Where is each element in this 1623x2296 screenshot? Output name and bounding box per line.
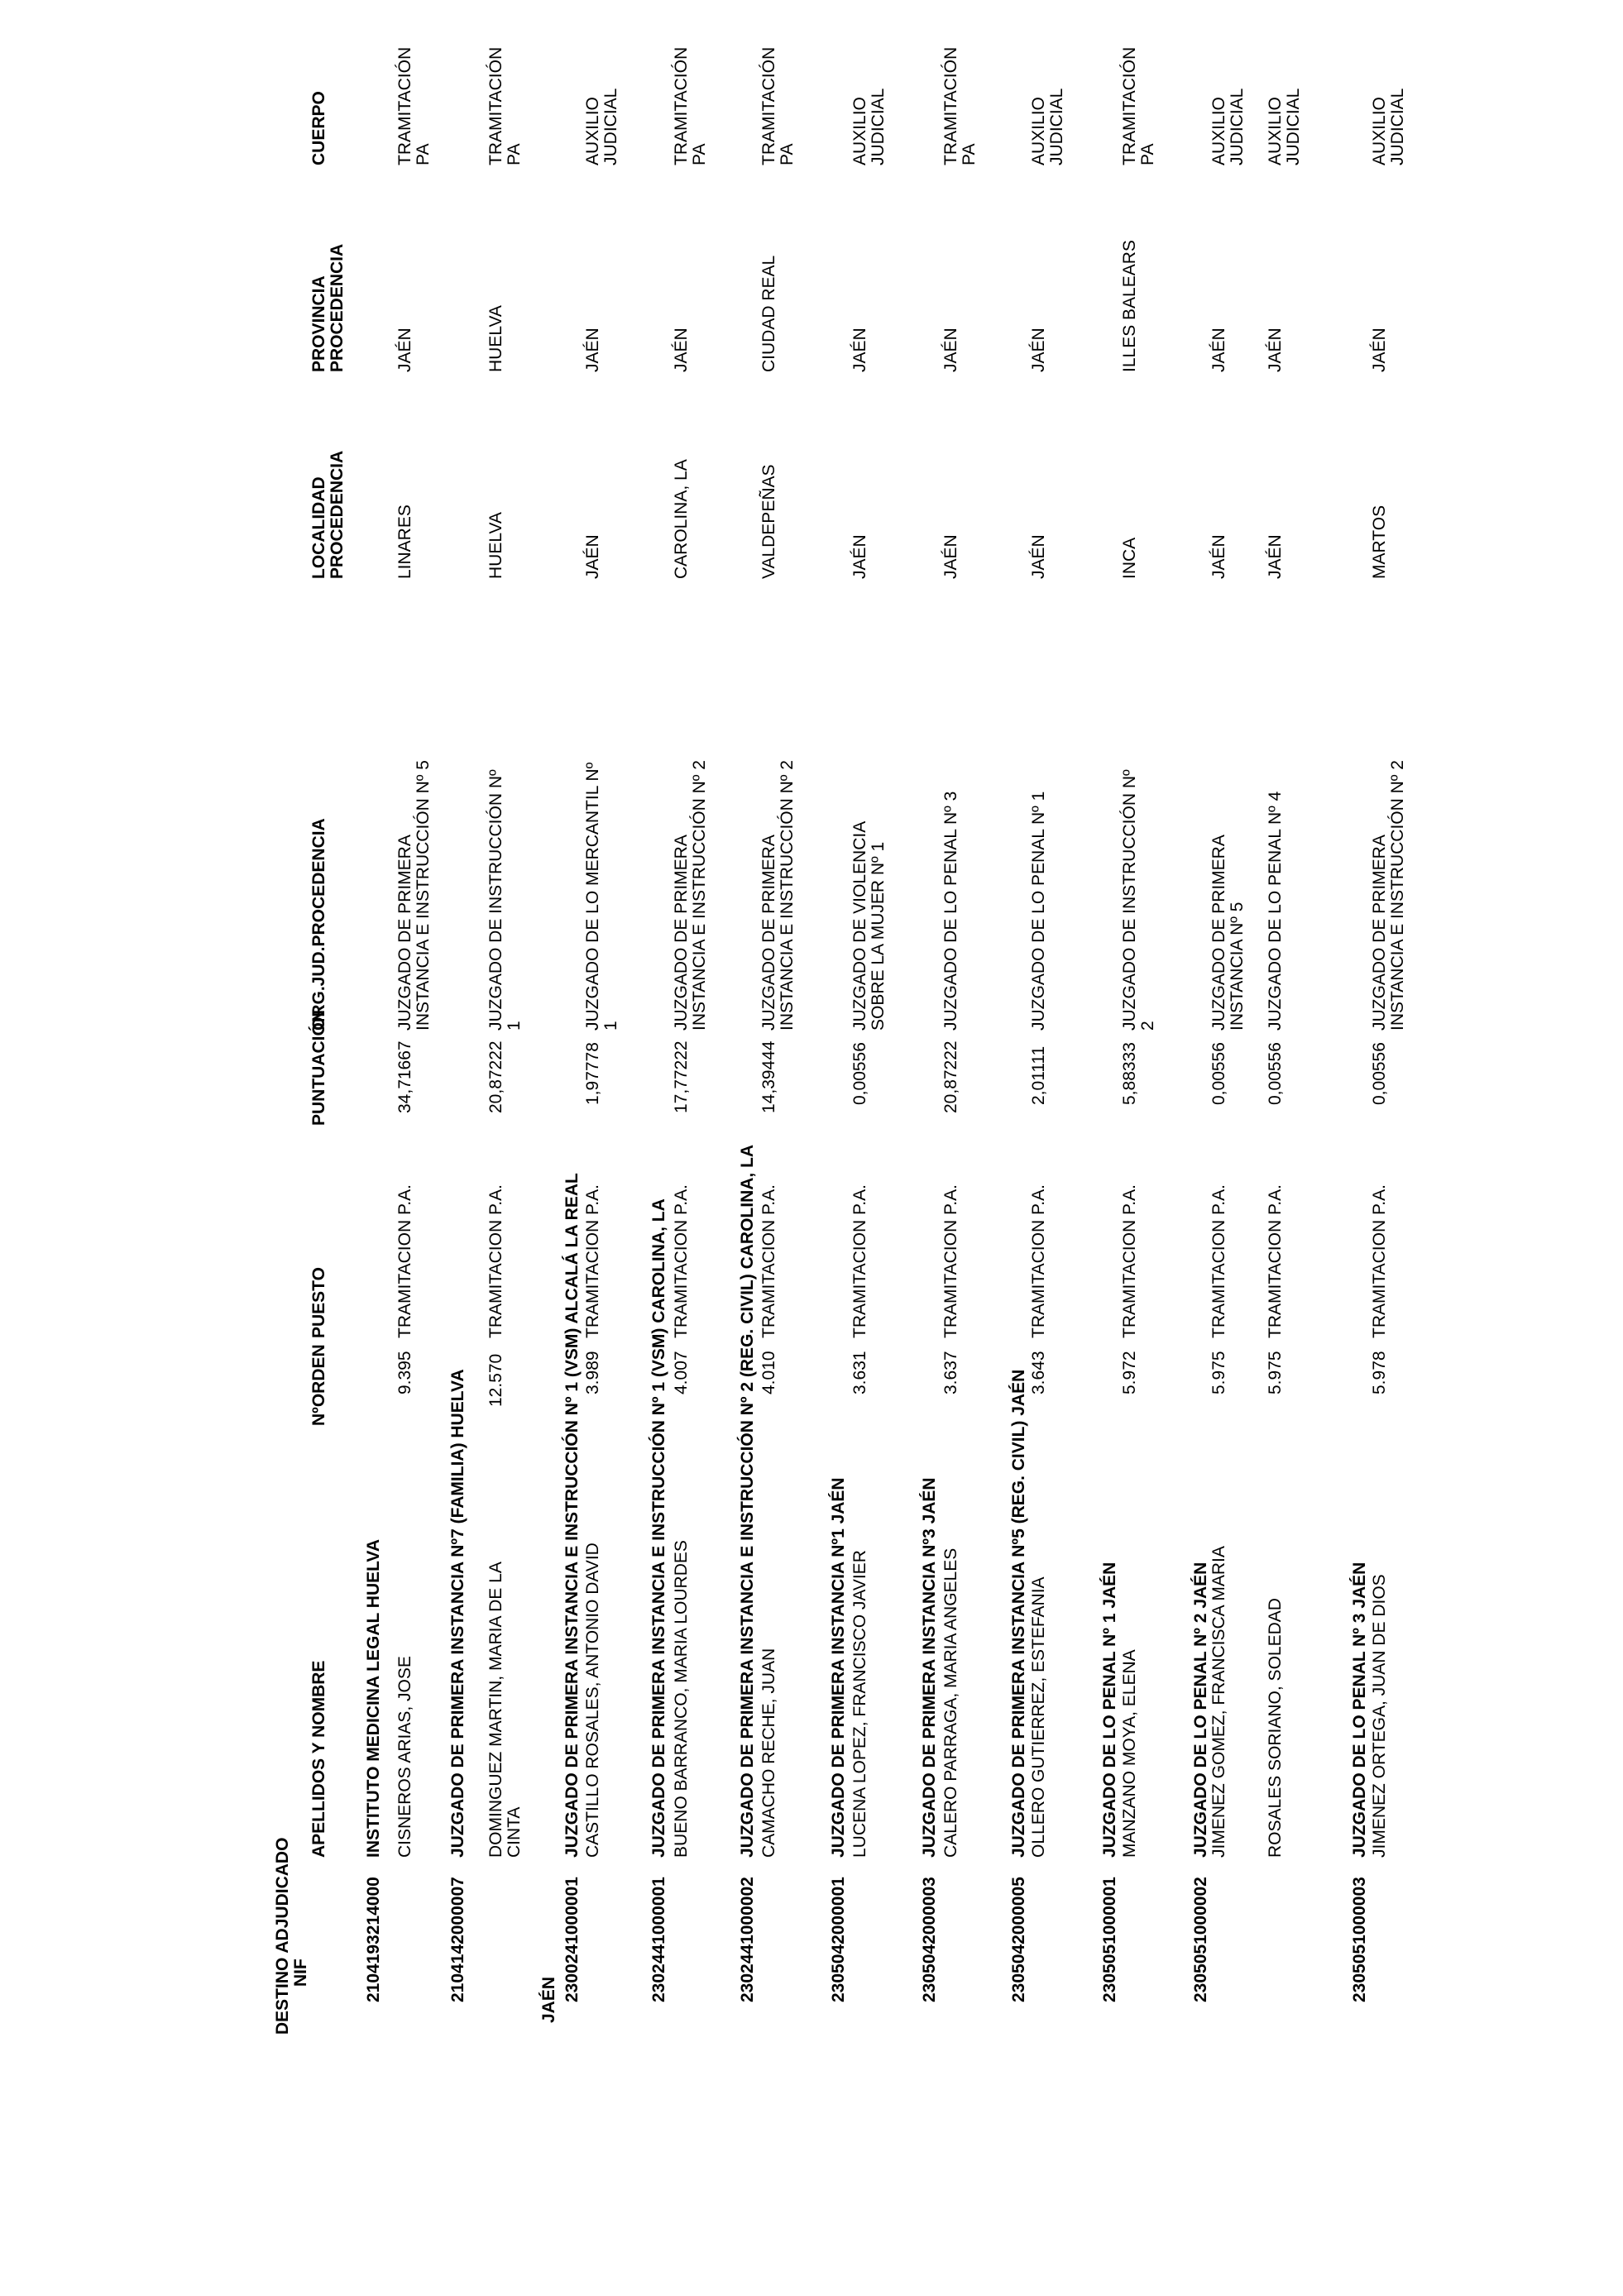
row-norden: 3.989 (583, 1351, 602, 1394)
row-puesto: TRAMITACION P.A. (1266, 1184, 1285, 1338)
header-localidad-2: PROCEDENCIA (328, 450, 347, 579)
row-provincia: HUELVA (486, 305, 505, 372)
row-nombre: JIMENEZ ORTEGA, JUAN DE DIOS (1370, 1574, 1389, 1858)
group-code: 2305051000003 (1350, 1877, 1369, 2002)
row-org-1: JUZGADO DE INSTRUCCIÓN Nº (486, 769, 505, 1031)
row-puesto: TRAMITACION P.A. (1029, 1184, 1048, 1338)
row-nombre: CASTILLO ROSALES, ANTONIO DAVID (583, 1543, 602, 1858)
row-cuerpo-2: PA (778, 143, 797, 165)
row-nombre: CISNEROS ARIAS, JOSE (395, 1656, 414, 1858)
row-cuerpo-2: JUDICIAL (1284, 88, 1303, 165)
group-name: JUZGADO DE PRIMERA INSTANCIA Nº5 (REG. CIVIL) JAÉN (1009, 1369, 1028, 1858)
row-org-1: JUZGADO DE LO PENAL Nº 3 (941, 791, 960, 1031)
row-nombre: JIMENEZ GOMEZ, FRANCISCA MARIA (1209, 1546, 1228, 1858)
row-norden: 3.643 (1029, 1351, 1048, 1394)
row-localidad: JAÉN (1029, 534, 1048, 579)
row-puntuacion: 17,77222 (672, 1040, 691, 1113)
row-cuerpo-2: PA (960, 143, 979, 165)
row-cuerpo-1: AUXILIO (1370, 97, 1389, 165)
row-nombre: MANZANO MOYA, ELENA (1120, 1649, 1139, 1858)
row-norden: 4.010 (759, 1351, 778, 1394)
row-cuerpo-2: JUDICIAL (1047, 88, 1066, 165)
row-puntuacion: 0,00556 (850, 1042, 869, 1105)
row-org-2: 2 (1138, 1021, 1157, 1031)
group-name: JUZGADO DE PRIMERA INSTANCIA E INSTRUCCIÓN Nº 1 (VSM) CAROLINA, LA (649, 1198, 668, 1858)
province-label: JAÉN (539, 1976, 558, 2023)
row-cuerpo-1: AUXILIO (1266, 97, 1285, 165)
row-org-1: JUZGADO DE LO MERCANTIL Nº (583, 762, 602, 1031)
header-provincia-2: PROCEDENCIA (328, 243, 347, 372)
row-provincia: JAÉN (395, 328, 414, 372)
row-org-2: 1 (505, 1021, 524, 1031)
group-name: JUZGADO DE PRIMERA INSTANCIA Nº1 JAÉN (829, 1477, 848, 1858)
row-provincia: JAÉN (583, 328, 602, 372)
row-cuerpo-2: JUDICIAL (1388, 88, 1407, 165)
row-provincia: ILLES BALEARS (1120, 240, 1139, 372)
group-code: 2305042000005 (1009, 1877, 1028, 2002)
row-puesto: TRAMITACION P.A. (941, 1184, 960, 1338)
row-cuerpo-1: AUXILIO (1029, 97, 1048, 165)
row-localidad: LINARES (395, 505, 414, 579)
row-localidad: JAÉN (850, 534, 869, 579)
row-cuerpo-2: PA (505, 143, 524, 165)
group-code: 2305051000001 (1100, 1877, 1119, 2002)
row-localidad: HUELVA (486, 512, 505, 579)
group-name: JUZGADO DE LO PENAL Nº 2 JAÉN (1191, 1562, 1210, 1858)
row-puesto: TRAMITACION P.A. (486, 1184, 505, 1338)
group-code: 2305042000001 (829, 1877, 848, 2002)
group-code: 2300241000001 (563, 1877, 582, 2002)
row-puntuacion: 14,39444 (759, 1040, 778, 1113)
header-provincia-1: PROVINCIA (309, 275, 328, 372)
group-name: JUZGADO DE LO PENAL Nº 1 JAÉN (1100, 1562, 1119, 1858)
row-provincia: CIUDAD REAL (759, 255, 778, 372)
row-norden: 9.395 (395, 1351, 414, 1394)
group-code: 2104193214000 (364, 1877, 383, 2002)
row-org-2: INSTANCIA E INSTRUCCIÓN Nº 2 (1388, 760, 1407, 1031)
row-org-1: JUZGADO DE LO PENAL Nº 1 (1029, 791, 1048, 1031)
group-name: JUZGADO DE PRIMERA INSTANCIA E INSTRUCCIÓN Nº 2 (REG. CIVIL) CAROLINA, LA (738, 1144, 757, 1858)
row-nombre: CALERO PARRAGA, MARIA ANGELES (941, 1547, 960, 1858)
row-norden: 5.972 (1120, 1351, 1139, 1394)
group-name: JUZGADO DE LO PENAL Nº 3 JAÉN (1350, 1562, 1369, 1858)
row-puntuacion: 2,01111 (1029, 1045, 1048, 1105)
row-cuerpo-2: PA (690, 143, 709, 165)
group-name: JUZGADO DE PRIMERA INSTANCIA Nº3 JAÉN (920, 1477, 939, 1858)
row-localidad: JAÉN (583, 534, 602, 579)
row-puesto: TRAMITACION P.A. (672, 1184, 691, 1338)
group-code: 2305051000002 (1191, 1877, 1210, 2002)
row-org-2: SOBRE LA MUJER Nº 1 (869, 841, 888, 1031)
row-cuerpo-1: TRAMITACIÓN (395, 46, 414, 165)
row-cuerpo-1: TRAMITACIÓN (486, 46, 505, 165)
row-puntuacion: 0,00556 (1370, 1042, 1389, 1105)
group-code: 2305042000003 (920, 1877, 939, 2002)
row-norden: 3.637 (941, 1351, 960, 1394)
row-puesto: TRAMITACION P.A. (395, 1184, 414, 1338)
row-norden: 12.570 (486, 1353, 505, 1407)
row-puntuacion: 34,71667 (395, 1040, 414, 1113)
row-puesto: TRAMITACION P.A. (1209, 1184, 1228, 1338)
row-puntuacion: 0,00556 (1209, 1042, 1228, 1105)
row-localidad: JAÉN (1266, 534, 1285, 579)
row-provincia: JAÉN (1266, 328, 1285, 372)
group-code: 2302441000002 (738, 1877, 757, 2002)
row-org-1: JUZGADO DE VIOLENCIA (850, 820, 869, 1031)
row-org-1: JUZGADO DE PRIMERA (672, 835, 691, 1031)
header-localidad-1: LOCALIDAD (309, 476, 328, 579)
row-provincia: JAÉN (850, 328, 869, 372)
header-puesto: PUESTO (309, 1267, 328, 1338)
row-provincia: JAÉN (672, 328, 691, 372)
header-puntuacion: PUNTUACIÓN (309, 1010, 328, 1126)
group-name: JUZGADO DE PRIMERA INSTANCIA E INSTRUCCIÓN Nº 1 (VSM) ALCALÁ LA REAL (563, 1173, 582, 1858)
row-cuerpo-2: JUDICIAL (601, 88, 620, 165)
row-org-1: JUZGADO DE PRIMERA (759, 835, 778, 1031)
header-nif: NIF (291, 1959, 310, 1987)
row-org-1: JUZGADO DE LO PENAL Nº 4 (1266, 791, 1285, 1031)
row-nombre: DOMINGUEZ MARTIN, MARIA DE LA (486, 1562, 505, 1858)
row-cuerpo-1: TRAMITACIÓN (941, 46, 960, 165)
row-nombre-2: CINTA (505, 1806, 524, 1858)
row-norden: 4.007 (672, 1351, 691, 1394)
row-org-1: JUZGADO DE PRIMERA (1370, 835, 1389, 1031)
row-norden: 3.631 (850, 1351, 869, 1394)
row-cuerpo-1: AUXILIO (1209, 97, 1228, 165)
row-norden: 5.978 (1370, 1351, 1389, 1394)
row-puntuacion: 5,88333 (1120, 1042, 1139, 1105)
header-nombre: APELLIDOS Y NOMBRE (309, 1660, 328, 1858)
row-nombre: ROSALES SORIANO, SOLEDAD (1266, 1598, 1285, 1858)
row-org-2: INSTANCIA E INSTRUCCIÓN Nº 2 (690, 760, 709, 1031)
row-cuerpo-1: TRAMITACIÓN (672, 46, 691, 165)
group-name: JUZGADO DE PRIMERA INSTANCIA Nº7 (FAMILIA) HUELVA (448, 1369, 467, 1858)
row-nombre: OLLERO GUTIERREZ, ESTEFANIA (1029, 1576, 1048, 1858)
group-code: 2104142000007 (448, 1877, 467, 2002)
row-puesto: TRAMITACION P.A. (583, 1184, 602, 1338)
row-localidad: JAÉN (1209, 534, 1228, 579)
row-puntuacion: 20,87222 (941, 1040, 960, 1113)
row-org-1: JUZGADO DE INSTRUCCIÓN Nº (1120, 769, 1139, 1031)
header-org: ORG.JUD.PROCEDENCIA (309, 818, 328, 1031)
row-provincia: JAÉN (1209, 328, 1228, 372)
row-puntuacion: 0,00556 (1266, 1042, 1285, 1105)
row-cuerpo-1: AUXILIO (583, 97, 602, 165)
row-cuerpo-2: JUDICIAL (869, 88, 888, 165)
row-puesto: TRAMITACION P.A. (850, 1184, 869, 1338)
row-org-2: INSTANCIA E INSTRUCCIÓN Nº 5 (414, 760, 433, 1031)
destino-label: DESTINO ADJUDICADO (273, 1837, 292, 2035)
row-nombre: CAMACHO RECHE, JUAN (759, 1648, 778, 1858)
row-org-1: JUZGADO DE PRIMERA (395, 835, 414, 1031)
row-cuerpo-2: PA (414, 143, 433, 165)
row-localidad: VALDEPEÑAS (759, 464, 778, 579)
row-puntuacion: 1,97778 (583, 1042, 602, 1105)
row-nombre: BUENO BARRANCO, MARIA LOURDES (672, 1540, 691, 1858)
row-localidad: JAÉN (941, 534, 960, 579)
row-cuerpo-2: PA (1138, 143, 1157, 165)
header-norden: NºORDEN (309, 1344, 328, 1426)
row-localidad: INCA (1120, 537, 1139, 579)
row-provincia: JAÉN (1370, 328, 1389, 372)
row-org-2: INSTANCIA Nº 5 (1228, 902, 1247, 1031)
row-cuerpo-1: TRAMITACIÓN (1120, 46, 1139, 165)
row-puesto: TRAMITACION P.A. (1370, 1184, 1389, 1338)
row-localidad: MARTOS (1370, 505, 1389, 579)
row-org-1: JUZGADO DE PRIMERA (1209, 835, 1228, 1031)
row-cuerpo-1: TRAMITACIÓN (759, 46, 778, 165)
row-norden: 5.975 (1209, 1351, 1228, 1394)
row-puesto: TRAMITACION P.A. (1120, 1184, 1139, 1338)
row-provincia: JAÉN (941, 328, 960, 372)
group-code: 2302441000001 (649, 1877, 668, 2002)
row-puntuacion: 20,87222 (486, 1040, 505, 1113)
row-nombre: LUCENA LOPEZ, FRANCISCO JAVIER (850, 1550, 869, 1858)
row-provincia: JAÉN (1029, 328, 1048, 372)
row-norden: 5.975 (1266, 1351, 1285, 1394)
row-localidad: CAROLINA, LA (672, 459, 691, 579)
row-org-2: 1 (601, 1021, 620, 1031)
row-cuerpo-2: JUDICIAL (1228, 88, 1247, 165)
group-name: INSTITUTO MEDICINA LEGAL HUELVA (364, 1538, 383, 1858)
row-org-2: INSTANCIA E INSTRUCCIÓN Nº 2 (778, 760, 797, 1031)
header-cuerpo: CUERPO (309, 91, 328, 165)
row-puesto: TRAMITACION P.A. (759, 1184, 778, 1338)
row-cuerpo-1: AUXILIO (850, 97, 869, 165)
